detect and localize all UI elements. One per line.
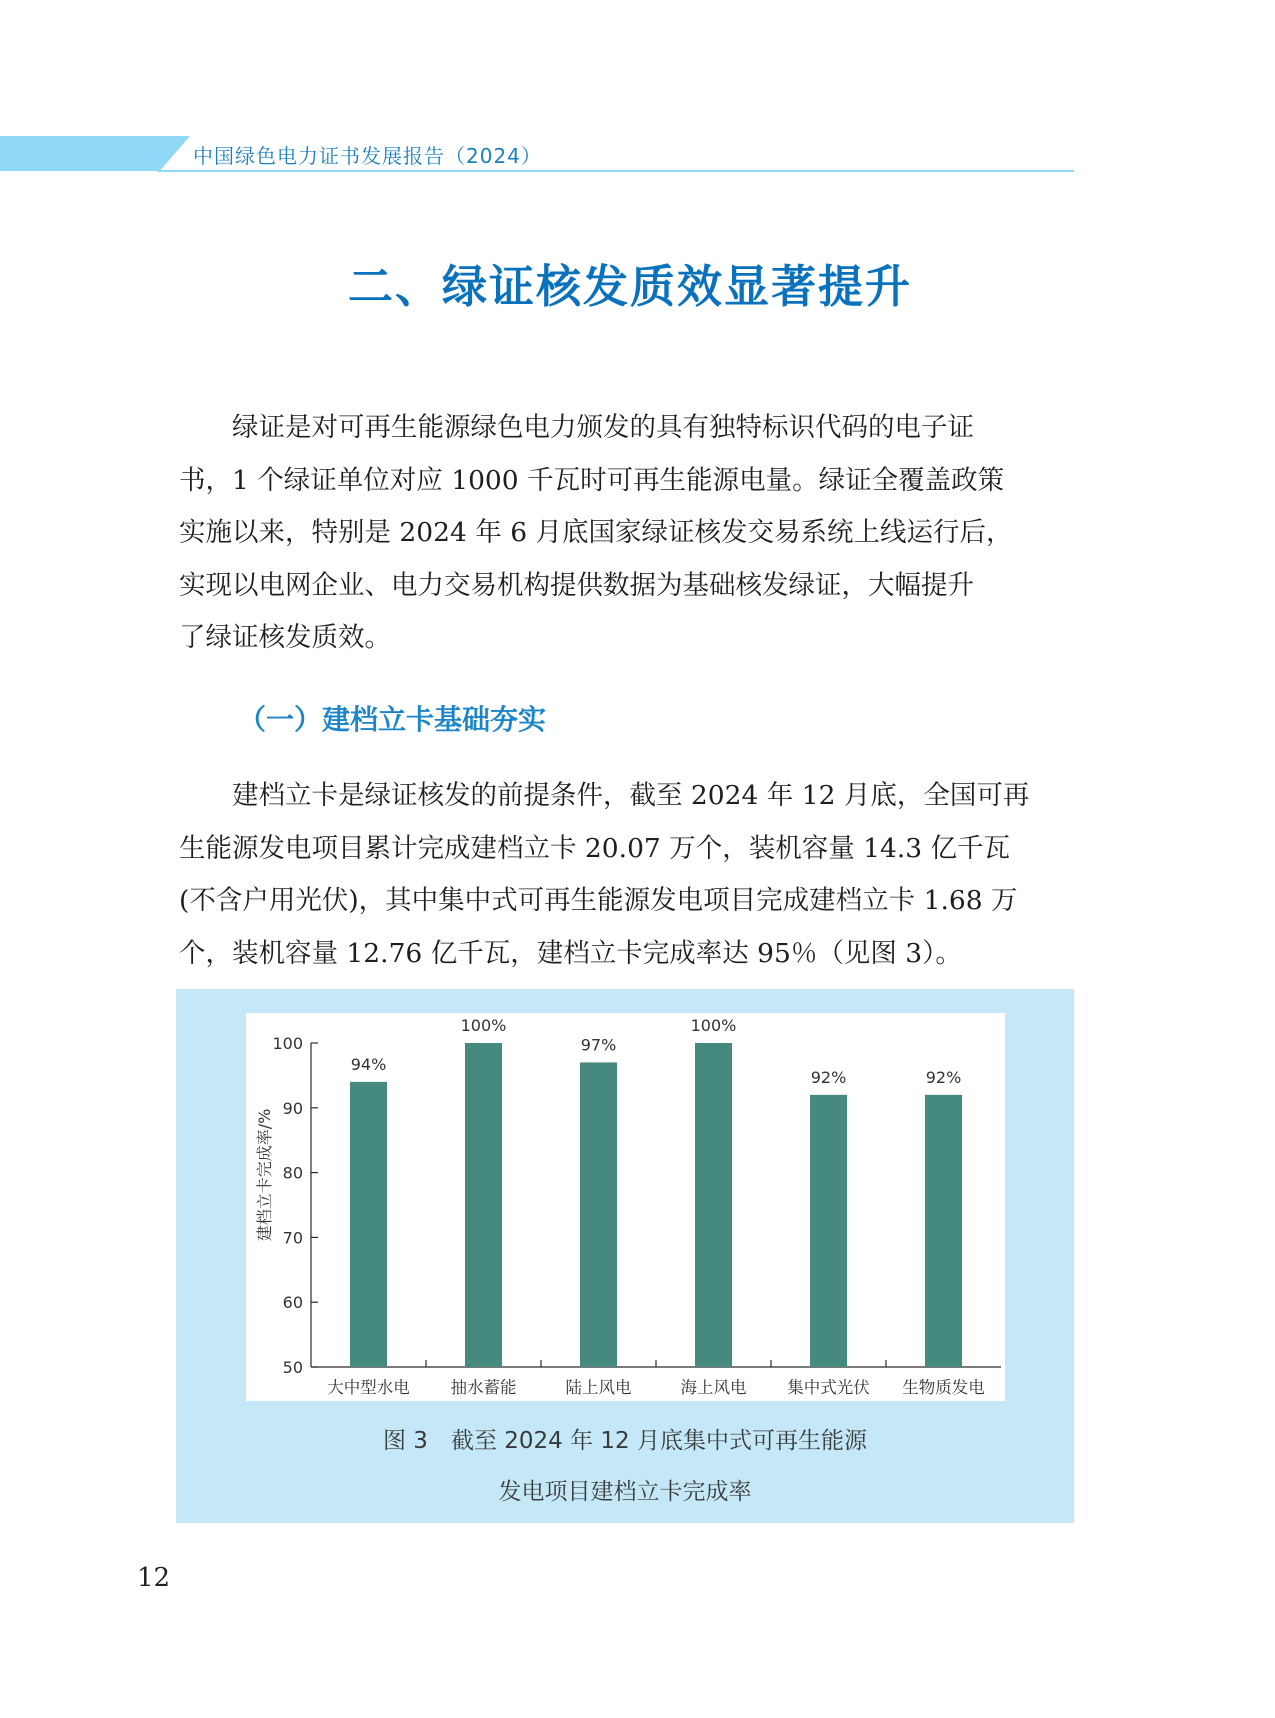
text-line: 实施以来，特别是 2024 年 6 月底国家绿证核发交易系统上线运行后， (179, 517, 1013, 548)
text-line: 建档立卡是绿证核发的前提条件，截至 2024 年 12 月底，全国可再 (232, 780, 1030, 811)
subsection-title: （一）建档立卡基础夯实 (238, 703, 547, 736)
paragraph-registration (179, 770, 1076, 980)
y-tick-label: 50 (282, 1358, 303, 1377)
text-line: 了绿证核发质效。 (179, 622, 391, 653)
y-tick-label: 70 (282, 1228, 303, 1248)
bar (465, 1043, 502, 1367)
bar (580, 1062, 617, 1367)
x-category-label: 生物质发电 (902, 1378, 985, 1397)
header-accent-band (0, 136, 190, 171)
y-tick-label: 80 (282, 1163, 303, 1183)
section-title: 二、绿证核发质效显著提升 (347, 260, 912, 313)
text-line: (不含户用光伏)，其中集中式可再生能源发电项目完成建档立卡 1.68 万 (179, 885, 1018, 916)
bar (810, 1095, 847, 1367)
figure-caption-line2: 发电项目建档立卡完成率 (498, 1479, 752, 1505)
bar-value-label: 94% (350, 1054, 387, 1074)
y-axis-label: 建档立卡完成率/% (255, 1108, 274, 1242)
text-line: 实现以电网企业、电力交易机构提供数据为基础核发绿证，大幅提升 (179, 569, 974, 601)
bar-value-label: 97% (580, 1035, 617, 1055)
text-line: 个，装机容量 12.76 亿千瓦，建档立卡完成率达 95％（见图 3）。 (179, 937, 962, 969)
y-tick-label: 100 (272, 1034, 303, 1053)
figure-3 (176, 989, 1074, 1523)
figure-caption-line1: 图 3 截至 2024 年 12 月底集中式可再生能源 (383, 1428, 867, 1454)
y-tick-label: 60 (282, 1293, 303, 1313)
x-category-label: 抽水蓄能 (450, 1378, 517, 1397)
bar (350, 1082, 387, 1367)
text-line: 绿证是对可再生能源绿色电力颁发的具有独特标识代码的电子证 (232, 412, 974, 443)
x-category-label: 海上风电 (680, 1378, 747, 1397)
x-category-label: 陆上风电 (565, 1378, 632, 1397)
x-category-label: 大中型水电 (327, 1378, 410, 1397)
bar-value-label: 100% (460, 1016, 507, 1035)
page-number: 12 (137, 1563, 171, 1593)
text-line: 生能源发电项目累计完成建档立卡 20.07 万个，装机容量 14.3 亿千瓦 (179, 832, 1011, 864)
text-line: 书，1 个绿证单位对应 1000 千瓦时可再生能源电量。绿证全覆盖政策 (179, 464, 1005, 496)
bar (695, 1043, 732, 1367)
bar-value-label: 92% (810, 1067, 847, 1087)
paragraph-intro (179, 402, 1076, 665)
x-category-label: 集中式光伏 (787, 1378, 870, 1397)
bar-value-label: 92% (925, 1067, 962, 1087)
bar-value-label: 100% (690, 1016, 737, 1035)
y-tick-label: 90 (282, 1098, 303, 1118)
header-rule (158, 170, 1074, 172)
bar (925, 1095, 962, 1367)
bar-chart (246, 1013, 1005, 1401)
running-title: 中国绿色电力证书发展报告（2024） (193, 144, 542, 168)
chart-canvas (246, 1013, 1005, 1401)
